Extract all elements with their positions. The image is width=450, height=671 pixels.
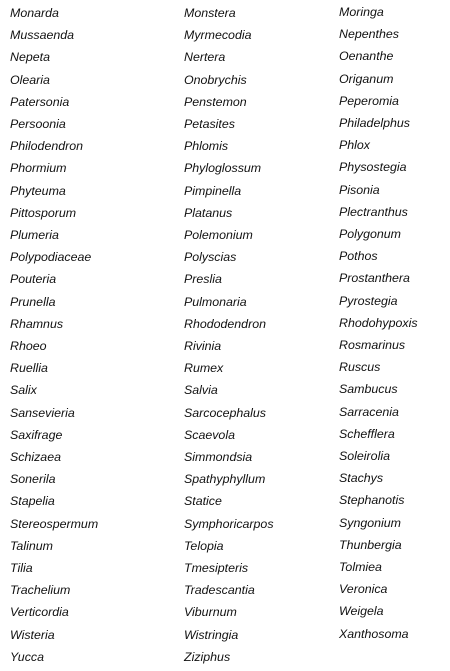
plant-name: Pimpinella: [184, 183, 242, 198]
plant-name: Ruellia: [10, 361, 48, 376]
plant-name: Sansevieria: [10, 405, 75, 420]
plant-name: Persoonia: [10, 117, 66, 131]
plant-name: Pulmonaria: [184, 294, 247, 309]
plant-name: Preslia: [184, 272, 222, 287]
plant-name: Viburnum: [184, 605, 237, 620]
plant-name: Stephanotis: [339, 493, 405, 508]
plant-name: Phyteuma: [10, 183, 66, 198]
plant-name: Salvia: [184, 383, 218, 398]
plant-name: Onobrychis: [184, 72, 247, 87]
plant-name: Oenanthe: [339, 49, 394, 64]
plant-name: Tmesipteris: [184, 561, 249, 575]
plant-name: Olearia: [10, 72, 50, 87]
plant-name: Polygonum: [339, 227, 401, 241]
plant-name: Telopia: [184, 538, 224, 553]
plant-name: Penstemon: [184, 94, 247, 109]
plant-name: Wistringia: [184, 627, 239, 642]
plant-name: Statice: [184, 494, 222, 509]
plant-name: Thunbergia: [339, 537, 402, 552]
plant-name: Stereospermum: [10, 516, 99, 531]
plant-name: Nepeta: [10, 50, 50, 65]
plant-name: Moringa: [339, 5, 384, 19]
plant-name: Saxifrage: [10, 427, 63, 442]
plant-name: Phyloglossum: [184, 161, 262, 176]
plant-name: Veronica: [339, 582, 388, 597]
plant-name: Syngonium: [339, 515, 401, 530]
plant-name: Ruscus: [339, 360, 381, 375]
plant-name: Tradescantia: [184, 583, 255, 598]
plant-name: Soleirolia: [339, 449, 390, 463]
plant-name: Weigela: [339, 604, 384, 619]
plant-name: Prostanthera: [339, 271, 410, 286]
plant-name: Mussaenda: [10, 28, 75, 43]
plant-name: Philodendron: [10, 139, 84, 154]
plant-name: Schizaea: [10, 450, 61, 464]
plant-name: Scaevola: [184, 427, 235, 442]
plant-name: Rumex: [184, 361, 224, 376]
plant-name: Plumeria: [10, 228, 59, 242]
plant-name: Origanum: [339, 71, 394, 86]
plant-name: Phormium: [10, 161, 67, 176]
plant-name: Wisteria: [10, 627, 55, 642]
plant-name: Phlox: [339, 138, 370, 153]
plant-name: Sambucus: [339, 382, 398, 397]
plant-name: Rhododendron: [184, 316, 266, 331]
plant-name: Rhoeo: [10, 339, 47, 353]
plant-name: Xanthosoma: [339, 626, 409, 641]
plant-name: Monarda: [10, 6, 59, 20]
plant-name: Schefflera: [339, 426, 395, 441]
plant-name: Rivinia: [184, 339, 222, 353]
plant-name: Peperomia: [339, 93, 399, 108]
plant-name: Sonerila: [10, 472, 56, 487]
plant-name: Plectranthus: [339, 204, 408, 219]
plant-name: Prunella: [10, 294, 56, 309]
plant-name: Stapelia: [10, 494, 55, 509]
plant-name: Polemonium: [184, 228, 253, 242]
plant-name: Monstera: [184, 6, 236, 20]
plant-name: Stachys: [339, 471, 384, 486]
plant-name: Symphoricarpos: [184, 516, 274, 531]
plant-name: Myrmecodia: [184, 28, 252, 43]
plant-name: Nertera: [184, 50, 226, 65]
plant-name: Sarracenia: [339, 404, 399, 419]
plant-name: Pyrostegia: [339, 293, 398, 308]
plant-name: Rhodohypoxis: [339, 315, 418, 330]
plant-name: Verticordia: [10, 605, 69, 620]
plant-name: Tilia: [10, 561, 33, 575]
plant-name: Pothos: [339, 249, 378, 264]
plant-name: Simmondsia: [184, 450, 253, 464]
plant-name: Polyscias: [184, 250, 237, 265]
plant-name: Yucca: [10, 649, 44, 664]
plant-name: Physostegia: [339, 160, 407, 175]
plant-name: Patersonia: [10, 94, 70, 109]
plant-name: Philadelphus: [339, 116, 410, 130]
plant-name: Salix: [10, 383, 37, 398]
plant-name: Pouteria: [10, 272, 57, 287]
plant-name: Sarcocephalus: [184, 405, 266, 420]
plant-name: Rosmarinus: [339, 338, 406, 352]
plant-name: Trachelium: [10, 583, 71, 598]
plant-name: Tolmiea: [339, 560, 382, 574]
plant-name: Pisonia: [339, 182, 380, 197]
plant-name: Ziziphus: [184, 649, 231, 664]
plant-name: Polypodiaceae: [10, 250, 92, 265]
plant-name: Phlomis: [184, 139, 229, 154]
plant-name: Talinum: [10, 538, 53, 553]
plant-name: Petasites: [184, 117, 235, 131]
plant-name: Pittosporum: [10, 205, 77, 220]
plant-name: Nepenthes: [339, 27, 399, 42]
plant-name: Rhamnus: [10, 316, 64, 331]
plant-name: Platanus: [184, 205, 233, 220]
plant-name: Spathyphyllum: [184, 472, 266, 487]
